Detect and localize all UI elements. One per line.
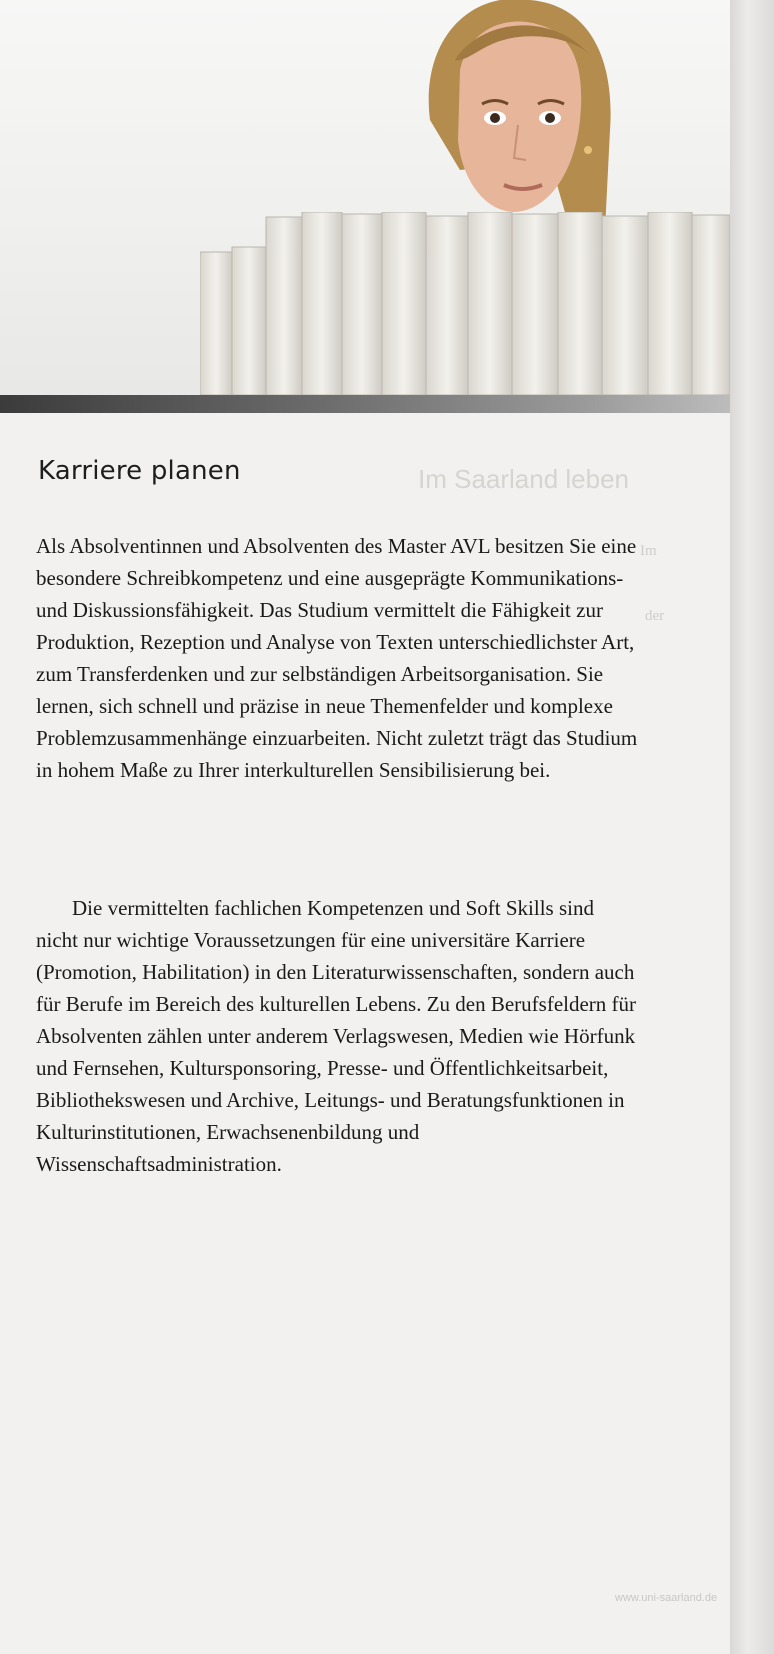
show-through-text: der bbox=[645, 608, 665, 624]
paragraph-1: Als Absolventinnen und Absolventen des Master AVL besitzen Sie eine besondere Schreibkompetenz und eine ausgeprägte Kommunikations- und Diskussionsfähigkeit. Das Studium vermittelt die Fähigkeit zur Produktion, Rezeption und Analyse von Texten unterschiedlichster Art, zum Transferdenken und zur selbständigen Arbeitsorganisation. Sie lernen, sich schnell und präzise in neue Themenfelder und komplexe Problemzusammenhänge einzuarbeiten. Nicht zuletzt trägt das Studium in hohem Maße zu Ihrer interkulturellen Sensibilisierung bei. bbox=[36, 534, 638, 782]
book-stack bbox=[200, 212, 730, 395]
show-through-heading: Im Saarland leben bbox=[418, 464, 630, 494]
paragraph-2: Die vermittelten fachlichen Kompetenzen und Soft Skills sind nicht nur wichtige Voraussetzungen für eine universitäre Karriere (Promotion, Habilitation) in den Literaturwissenschaften, sondern auch für Berufe im Bereich des kulturellen Lebens. Zu den Berufsfeldern für Absolventen zählen unter anderem Verlagswesen, Medien wie Hörfunk und Fernsehen, Kultursponsoring, Presse- und Öffentlichkeitsarbeit, Bibliothekswesen und Archive, Leitungs- und Beratungsfunktionen in Kulturinstitutionen, Erwachsenenbildung und Wissenschaftsadministration. bbox=[36, 896, 637, 1176]
header-divider-band bbox=[0, 395, 730, 413]
show-through-footer: www.uni-saarland.de bbox=[615, 1592, 718, 1604]
show-through-text: Im bbox=[640, 543, 657, 559]
header-photo bbox=[0, 0, 730, 395]
section-heading: Karriere planen bbox=[38, 456, 241, 486]
page-edge bbox=[730, 0, 774, 1654]
